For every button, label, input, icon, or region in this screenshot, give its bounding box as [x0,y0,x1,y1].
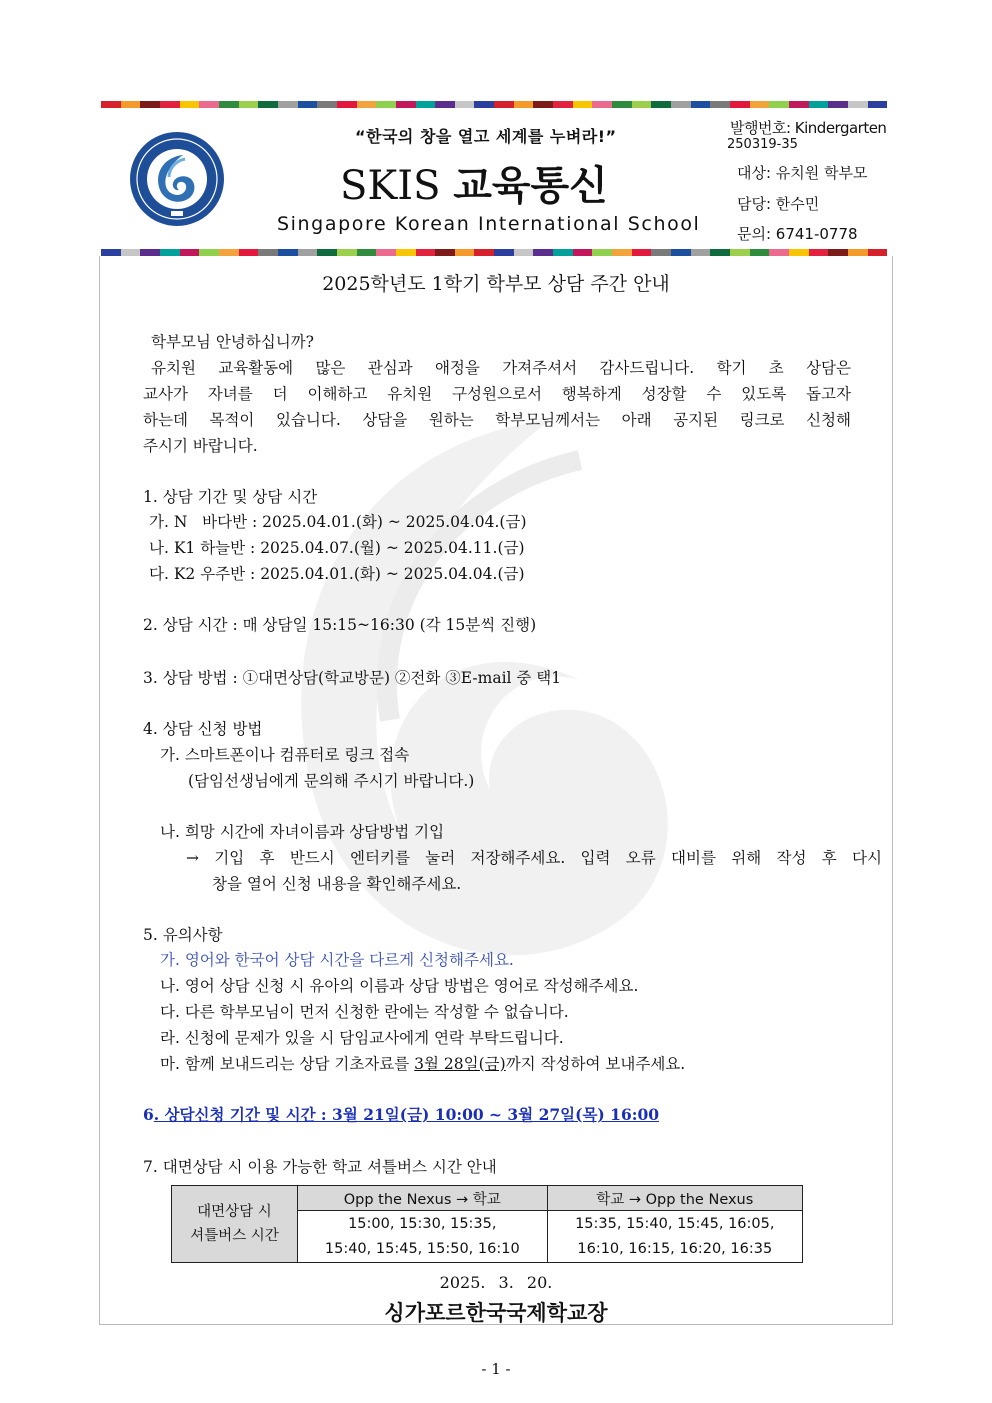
page-number: - 1 - [481,1360,511,1378]
stripe-segment [730,101,750,108]
section-5-item-e-post: 까지 작성하여 보내주세요. [505,1055,686,1073]
header-color-stripe-bottom [101,249,887,256]
stripe-segment [416,249,436,256]
stripe-segment [612,101,632,108]
stripe-segment [789,101,809,108]
stripe-segment [474,101,494,108]
bus-table-row-header [172,1186,298,1263]
stripe-segment [455,249,475,256]
intro-line-4: 주시기 바랍니다. [143,437,258,455]
stripe-segment [435,249,455,256]
section-5-title: 5. 유의사항 [143,926,223,944]
bus-times-to-school [298,1211,548,1263]
stripe-segment [592,101,612,108]
stripe-segment [828,249,848,256]
stripe-segment [239,249,259,256]
stripe-segment [317,249,337,256]
stripe-segment [789,249,809,256]
stripe-segment [809,249,829,256]
stripe-segment [730,249,750,256]
stripe-segment [258,249,278,256]
stripe-segment [710,249,730,256]
stripe-segment [160,249,180,256]
section-4-title: 4. 상담 신청 방법 [143,720,263,738]
target-audience: 대상: 유치원 학부모 [737,164,868,182]
stripe-segment [494,101,514,108]
stripe-segment [298,249,318,256]
bus-row-header-line-1: 대면상담 시 [197,1204,272,1220]
stripe-segment [494,249,514,256]
section-5-item-a: 가. 영어와 한국어 상담 시간을 다르게 신청해주세요. [160,951,514,969]
stripe-segment [710,101,730,108]
stripe-segment [553,249,573,256]
section-4-item-a-note: (담임선생님에게 문의해 주시기 바랍니다.) [188,772,475,790]
stripe-segment [632,101,652,108]
bus-col-header-from-school: 학교 → Opp the Nexus [547,1186,802,1211]
stripe-segment [553,101,573,108]
stripe-segment [828,101,848,108]
stripe-segment [298,101,318,108]
section-4-item-b: 나. 희망 시간에 자녀이름과 상담방법 기입 [160,823,445,841]
shuttle-bus-table [171,1185,803,1263]
stripe-segment [514,101,534,108]
contact: 문의: 6741-0778 [737,225,858,243]
stripe-segment [337,249,357,256]
stripe-segment [573,249,593,256]
intro-line-3: 하는데 목적이 있습니다. 상담을 원하는 학부모님께서는 아래 공지된 링크로 신청해 [143,411,851,429]
newsletter-title-en: SKIS [340,163,441,209]
stripe-segment [121,249,141,256]
document-title: 2025학년도 1학기 학부모 상담 주간 안내 [322,273,670,295]
newsletter-title-kr: 교육통신 [453,163,608,209]
bus-times-from-school [547,1211,802,1263]
stripe-segment [455,101,475,108]
section-5-item-b: 나. 영어 상담 신청 시 유아의 이름과 상담 방법은 영어로 작성해주세요. [160,977,639,995]
issue-label: 발행번호: Kindergarten [730,119,887,137]
stripe-segment [671,249,691,256]
section-6-text: . 상담신청 기간 및 시간 : 3월 21일(금) 10:00 ~ 3월 27일(목) 16:00 [153,1105,660,1124]
stripe-segment [357,249,377,256]
stripe-segment [612,249,632,256]
stripe-segment [435,101,455,108]
stripe-segment [258,101,278,108]
section-5-item-c: 다. 다른 학부모님이 먼저 신청한 란에는 작성할 수 없습니다. [160,1003,569,1021]
newsletter-title [340,154,608,211]
stripe-segment [632,249,652,256]
stripe-segment [357,101,377,108]
section-3: 3. 상담 방법 : ①대면상담(학교방문) ②전화 ③E-mail 중 택1 [143,669,562,687]
stripe-segment [514,249,534,256]
bus-times-from-school-line-1: 15:35, 15:40, 15:45, 16:05, [575,1215,775,1232]
issue-number: 250319-35 [727,137,798,152]
stripe-segment [101,249,121,256]
stripe-segment [317,101,337,108]
stripe-segment [691,249,711,256]
stripe-segment [691,101,711,108]
stripe-segment [199,101,219,108]
stripe-segment [278,249,298,256]
bus-times-to-school-line-1: 15:00, 15:30, 15:35, [348,1215,497,1232]
stripe-segment [474,249,494,256]
intro-line-1: 유치원 교육활동에 많은 관심과 애정을 가져주셔서 감사드립니다. 학기 초 상담은 [151,359,851,377]
stripe-segment [533,101,553,108]
bus-row-header-line-2: 셔틀버스 시간 [190,1228,279,1244]
stripe-segment [809,101,829,108]
section-1-title: 1. 상담 기간 및 상담 시간 [143,488,318,506]
stripe-segment [573,101,593,108]
section-1-item-b: 나. K1 하늘반 : 2025.04.07.(월) ~ 2025.04.11.(금) [149,539,525,557]
stripe-segment [592,249,612,256]
manager: 담당: 한수민 [737,195,820,213]
stripe-segment [278,101,298,108]
stripe-segment [868,249,888,256]
stripe-segment [533,249,553,256]
stripe-segment [750,101,770,108]
stripe-segment [671,101,691,108]
section-5-item-e [160,1052,685,1074]
section-6-number: 6 [143,1105,154,1124]
greeting: 학부모님 안녕하십니까? [151,333,314,351]
issue-date: 2025. 3. 20. [439,1273,553,1292]
stripe-segment [396,249,416,256]
section-4-item-b-arrow-2: 창을 열어 신청 내용을 확인해주세요. [212,875,462,893]
stripe-segment [376,249,396,256]
section-1-item-c: 다. K2 우주반 : 2025.04.01.(화) ~ 2025.04.04.(금) [149,565,525,583]
stripe-segment [651,249,671,256]
stripe-segment [199,249,219,256]
intro-line-2: 교사가 자녀를 더 이해하고 유치원 구성원으로서 행복하게 성장할 수 있도록 돕고자 [143,385,851,403]
stripe-segment [769,249,789,256]
stripe-segment [337,101,357,108]
stripe-segment [376,101,396,108]
signer: 싱가포르한국국제학교장 [384,1300,608,1325]
stripe-segment [239,101,259,108]
school-emblem-logo [129,131,225,227]
stripe-segment [140,249,160,256]
stripe-segment [651,101,671,108]
header-color-stripe-top [101,101,887,108]
section-5-item-e-pre: 마. 함께 보내드리는 상담 기초자료를 [160,1055,415,1073]
slogan: “한국의 창을 열고 세계를 누벼라!” [355,127,617,146]
stripe-segment [160,101,180,108]
bus-times-to-school-line-2: 15:40, 15:45, 15:50, 16:10 [324,1240,520,1257]
section-1-item-a: 가. N 바다반 : 2025.04.01.(화) ~ 2025.04.04.(금) [149,513,527,531]
bus-times-from-school-line-2: 16:10, 16:15, 16:20, 16:35 [577,1240,773,1257]
stripe-segment [180,249,200,256]
section-5-deadline: 3월 28일(금) [414,1055,506,1073]
stripe-segment [219,101,239,108]
stripe-segment [219,249,239,256]
section-7-title: 7. 대면상담 시 이용 가능한 학교 셔틀버스 시간 안내 [143,1158,497,1176]
stripe-segment [140,101,160,108]
section-2: 2. 상담 시간 : 매 상담일 15:15~16:30 (각 15분씩 진행) [143,616,537,634]
stripe-segment [769,101,789,108]
stripe-segment [180,101,200,108]
stripe-segment [868,101,888,108]
stripe-segment [848,249,868,256]
section-5-item-d: 라. 신청에 문제가 있을 시 담임교사에게 연락 부탁드립니다. [160,1029,564,1047]
school-name-english: Singapore Korean International School [277,213,701,235]
stripe-segment [396,101,416,108]
section-6 [143,1103,659,1125]
stripe-segment [416,101,436,108]
section-4-item-b-arrow-1: → 기입 후 반드시 엔터키를 눌러 저장해주세요. 입력 오류 대비를 위해 작성 후 다시 [186,849,882,867]
bus-col-header-to-school: Opp the Nexus → 학교 [298,1186,548,1211]
stripe-segment [121,101,141,108]
stripe-segment [101,101,121,108]
stripe-segment [848,101,868,108]
stripe-segment [750,249,770,256]
section-4-item-a: 가. 스마트폰이나 컴퓨터로 링크 접속 [160,746,410,764]
